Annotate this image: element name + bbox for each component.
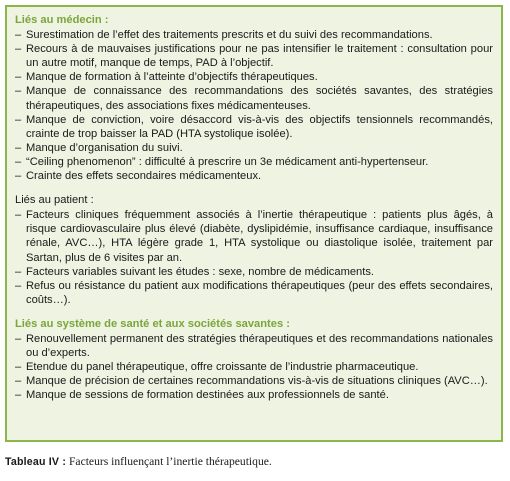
- section-title-doctor: Liés au médecin :: [15, 14, 109, 26]
- list-item: – Facteurs variables suivant les études : sexe, nombre de médicaments.: [15, 265, 493, 279]
- section-health-system: [15, 317, 493, 403]
- list-item: – “Ceiling phenomenon” : difficulté à prescrire un 3e médicament anti-hypertenseur.: [15, 155, 493, 169]
- table-caption: [5, 455, 503, 468]
- section-patient: [15, 193, 493, 307]
- list-item: – Recours à de mauvaises justifications pour ne pas intensifier le traitement : consultation pour un autre motif, manque de temps, PAD à l’objectif.: [15, 42, 493, 70]
- list-item: – Facteurs cliniques fréquemment associés à l’inertie thérapeutique : patients plus âgés, à risque cardiovasculaire plus élevé (diabète, dyslipidémie, insuffisance cardiaque, insuffisance rénale, AVC…), HTA légère grade 1, HTA systolique ou diastolique isolée, traitement par Sartan, plus de 6 visites par an.: [15, 208, 493, 264]
- list-item: – Manque de formation à l’atteinte d’objectifs thérapeutiques.: [15, 70, 493, 84]
- list-patient: [15, 208, 493, 307]
- list-health-system: [15, 332, 493, 402]
- section-title-patient: Liés au patient :: [15, 194, 94, 207]
- caption-label: Tableau IV :: [5, 456, 67, 468]
- list-item: – Surestimation de l’effet des traitements prescrits et du suivi des recommandations.: [15, 28, 493, 42]
- list-item: – Crainte des effets secondaires médicamenteux.: [15, 169, 493, 183]
- list-item: – Manque de connaissance des recommandations des sociétés savantes, des stratégies thérapeutiques, des associations fixes médicamenteuses.: [15, 84, 493, 112]
- factors-table: [5, 5, 503, 442]
- list-doctor: [15, 28, 493, 183]
- section-title-health-system: Liés au système de santé et aux sociétés savantes :: [15, 317, 290, 330]
- list-item: – Renouvellement permanent des stratégies thérapeutiques et des recommandations nationales ou d’experts.: [15, 332, 493, 360]
- list-item: – Manque de précision de certaines recommandations vis-à-vis de situations cliniques (AVC…).: [15, 374, 493, 388]
- caption-text: Facteurs influençant l’inertie thérapeutique.: [66, 455, 272, 468]
- list-item: – Manque de sessions de formation destinées aux professionnels de santé.: [15, 388, 493, 402]
- list-item: – Manque d’organisation du suivi.: [15, 141, 493, 155]
- list-item: – Etendue du panel thérapeutique, offre croissante de l’industrie pharmaceutique.: [15, 360, 493, 374]
- list-item: – Refus ou résistance du patient aux modifications thérapeutiques (peur des effets secondaires, coûts…).: [15, 279, 493, 307]
- section-doctor: [15, 13, 493, 183]
- list-item: – Manque de conviction, voire désaccord vis-à-vis des objectifs tensionnels recommandés, crainte de trop baisser la PAD (HTA systolique isolée).: [15, 113, 493, 141]
